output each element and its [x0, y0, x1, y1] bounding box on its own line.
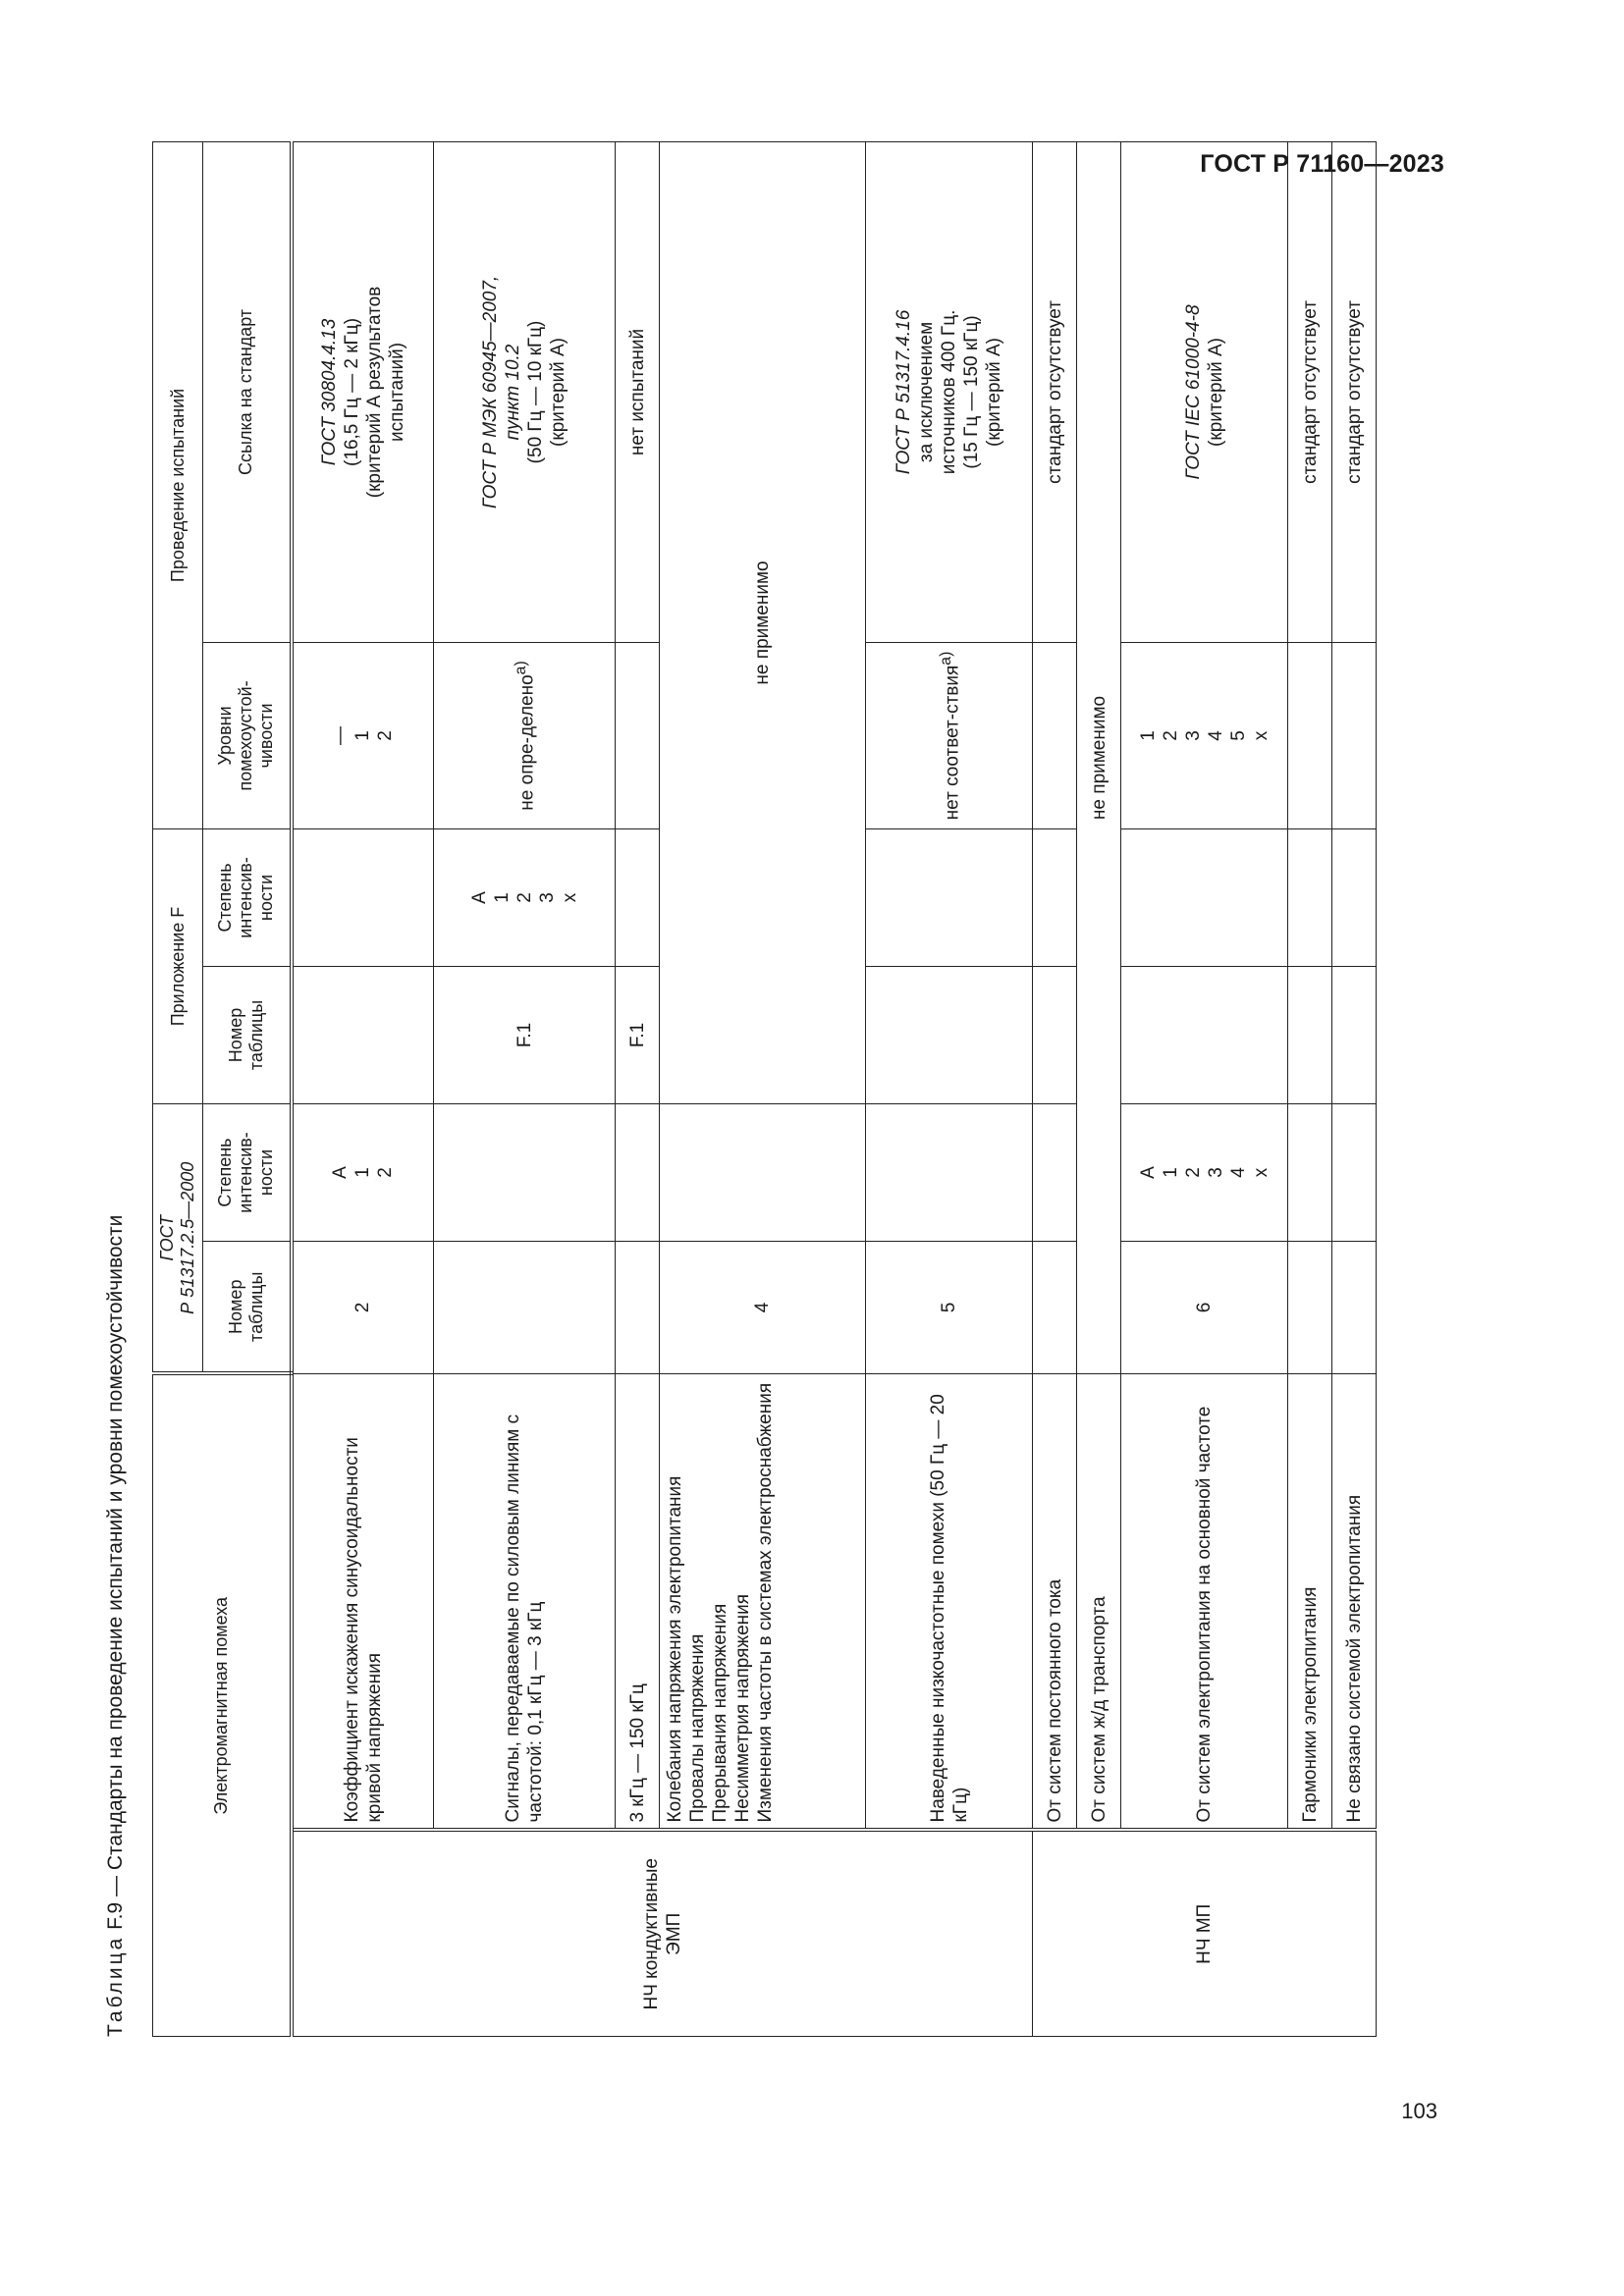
standards-table [152, 141, 1377, 2037]
document-code: ГОСТ Р 71160—2023 [1200, 150, 1444, 178]
ref-standard: ГОСТ Р 51317.4.16 [893, 309, 914, 475]
caption-label: Таблица [104, 1935, 127, 2037]
levels-cell [292, 642, 434, 828]
page-number: 103 [1401, 2099, 1437, 2123]
ref-cell [866, 141, 1033, 642]
row-name-line: Колебания напряжения электропитания [665, 1475, 685, 1823]
gost-table-cell: 5 [866, 1242, 1033, 1374]
value: 1 [352, 730, 374, 741]
ref-line: испытаний) [386, 342, 407, 443]
value: 1 [1137, 730, 1159, 741]
row-name: Наведенные низкочастотные помехи (50 Гц — 20 кГц) [866, 1374, 1033, 1831]
not-applicable-cell: не применимо [1077, 141, 1121, 1373]
header-levels: Уровни помехоустой-чивости [203, 642, 292, 828]
ref-line: (критерий А) [548, 337, 568, 447]
group-nch-mp: НЧ МП [1033, 1831, 1377, 2037]
ref-cell: стандарт отсутствует [1332, 141, 1377, 642]
table-row [866, 141, 1033, 2036]
value: A [468, 891, 490, 904]
value: 1 [352, 1167, 374, 1178]
gost-intensity-cell [866, 1103, 1033, 1241]
header-gost-line2: Р 51317.2.5—2000 [178, 1161, 197, 1314]
caption-title: F.9 — Стандарты на проведение испытаний и уровни помехоустойчивости [104, 1214, 127, 1930]
table-row [616, 141, 660, 2036]
header-standard-ref: Ссылка на стандарт [203, 141, 292, 642]
ref-line: за исключением [916, 321, 937, 463]
value: 5 [1227, 730, 1249, 741]
header-gost-line1: ГОСТ [157, 1214, 177, 1261]
row-name-line: Прерывания напряжения [710, 1603, 731, 1823]
annex-table-cell [866, 966, 1033, 1103]
ref-cell [292, 141, 434, 642]
ref-line: (50 Гц — 10 кГц) [525, 320, 546, 464]
row-name-line: Несимметрия напряжения [732, 1593, 753, 1823]
header-gost-intensity: Степень интенсив-ности [203, 1103, 292, 1241]
table-row [1077, 141, 1121, 2036]
header-gost-table-no: Номер таблицы [203, 1242, 292, 1374]
value: 3 [536, 892, 558, 903]
value: 3 [1182, 730, 1204, 741]
annex-table-cell: F.1 [616, 966, 660, 1103]
gost-intensity-cell [1121, 1103, 1288, 1241]
not-applicable-cell: не применимо [660, 141, 866, 1103]
row-name: От систем электропитания на основной частоте [1121, 1374, 1288, 1831]
ref-standard: ГОСТ IEC 61000-4-8 [1182, 304, 1204, 480]
gost-intensity-cell [660, 1103, 866, 1241]
value: 4 [1205, 730, 1226, 741]
value: x [559, 892, 580, 903]
ref-cell: нет испытаний [616, 141, 660, 642]
row-name: Не связано системой электропитания [1332, 1374, 1377, 1831]
ref-cell [434, 141, 616, 642]
annex-intensity-cell [1121, 828, 1288, 966]
value: 2 [1160, 730, 1181, 741]
header-emi: Электромагнитная помеха [153, 1374, 292, 2037]
table-row [434, 141, 616, 2036]
ref-line: (критерий А) [984, 337, 1004, 447]
value: 2 [1182, 1167, 1204, 1178]
annex-intensity-cell [292, 828, 434, 966]
row-name: 3 кГц — 150 кГц [616, 1374, 660, 1831]
annex-intensity-cell [1033, 828, 1077, 966]
annex-table-cell [1033, 966, 1077, 1103]
annex-intensity-cell [866, 828, 1033, 966]
gost-table-cell [1288, 1242, 1332, 1374]
value: 3 [1205, 1167, 1226, 1178]
ref-line: источников 400 Гц. [939, 309, 959, 475]
gost-intensity-cell [1033, 1103, 1077, 1241]
header-testing-group: Проведение испытаний [153, 141, 203, 828]
ref-standard: ГОСТ 30804.4.13 [318, 318, 340, 466]
footnote-mark: а) [513, 661, 530, 675]
value: 2 [375, 730, 397, 741]
annex-table-cell [1332, 966, 1377, 1103]
value: 4 [1227, 1167, 1249, 1178]
levels-cell [866, 642, 1033, 828]
table-row [1332, 141, 1377, 2036]
gost-intensity-cell [1332, 1103, 1377, 1241]
gost-intensity-cell [434, 1103, 616, 1241]
gost-intensity-cell [292, 1103, 434, 1241]
ref-line: (критерий А) [1205, 337, 1226, 447]
annex-table-cell [1288, 966, 1332, 1103]
gost-table-cell [434, 1242, 616, 1374]
gost-table-cell [1033, 1242, 1077, 1374]
ref-cell: стандарт отсутствует [1033, 141, 1077, 642]
ref-line: (16,5 Гц — 2 кГц) [341, 317, 362, 466]
row-name-line: Изменения частоты в системах электроснабжения [755, 1382, 776, 1823]
gost-table-cell: 6 [1121, 1242, 1288, 1374]
levels-cell [1033, 642, 1077, 828]
gost-table-cell [1332, 1242, 1377, 1374]
value: 2 [375, 1167, 397, 1178]
value: x [1250, 730, 1272, 741]
ref-standard: ГОСТ Р МЭК 60945—2007, [480, 275, 501, 509]
levels-cell [1332, 642, 1377, 828]
table-caption [103, 1215, 129, 2037]
levels-text: не опре-делено [516, 674, 538, 811]
ref-cell: стандарт отсутствует [1288, 141, 1332, 642]
annex-intensity-cell [434, 828, 616, 966]
header-gost-group [153, 1103, 203, 1373]
value: 1 [491, 892, 513, 903]
value: x [1250, 1167, 1272, 1178]
levels-text: нет соответ-ствия [942, 665, 963, 821]
row-name: Коэффициент искажения синусоидальности кривой напряжения [292, 1374, 434, 1831]
annex-table-cell [1121, 966, 1288, 1103]
levels-cell [616, 642, 660, 828]
table-row [660, 141, 866, 2036]
annex-table-cell [292, 966, 434, 1103]
gost-intensity-cell [616, 1103, 660, 1241]
levels-cell [1121, 642, 1288, 828]
header-annex-group: Приложение F [153, 828, 203, 1103]
table-row [1121, 141, 1288, 2036]
gost-table-cell: 4 [660, 1242, 866, 1374]
gost-table-cell [616, 1242, 660, 1374]
value: 1 [1160, 1167, 1181, 1178]
table-row [1033, 141, 1077, 2036]
table-row [1288, 141, 1332, 2036]
table-row [292, 141, 434, 2036]
row-name-line: Провалы напряжения [687, 1633, 708, 1823]
annex-intensity-cell [1288, 828, 1332, 966]
value: — [330, 725, 352, 745]
annex-table-cell: F.1 [434, 966, 616, 1103]
row-name: Сигналы, передаваемые по силовым линиям с частотой: 0,1 кГц — 3 кГц [434, 1374, 616, 1831]
ref-line: (критерий А результатов [363, 286, 385, 499]
header-annex-table-no: Номер таблицы [203, 966, 292, 1103]
value: A [330, 1166, 352, 1179]
levels-cell [434, 642, 616, 828]
levels-cell [1288, 642, 1332, 828]
ref-line: (15 Гц — 150 кГц) [961, 315, 982, 469]
annex-intensity-cell [1332, 828, 1377, 966]
footnote-mark: а) [937, 651, 954, 666]
gost-intensity-cell [1288, 1103, 1332, 1241]
value: A [1137, 1166, 1159, 1179]
group-nch-conductive: НЧ кондуктивные ЭМП [292, 1831, 1033, 2037]
annex-intensity-cell [616, 828, 660, 966]
row-name: Гармоники электропитания [1288, 1374, 1332, 1831]
gost-table-cell: 2 [292, 1242, 434, 1374]
row-name: От систем постоянного тока [1033, 1374, 1077, 1831]
ref-clause: пункт 10.2 [503, 344, 523, 441]
value: 2 [514, 892, 535, 903]
header-annex-intensity: Степень интенсив-ности [203, 828, 292, 966]
row-name: От систем ж/д транспорта [1077, 1374, 1121, 1831]
ref-cell [1121, 141, 1288, 642]
row-name [660, 1374, 866, 1831]
